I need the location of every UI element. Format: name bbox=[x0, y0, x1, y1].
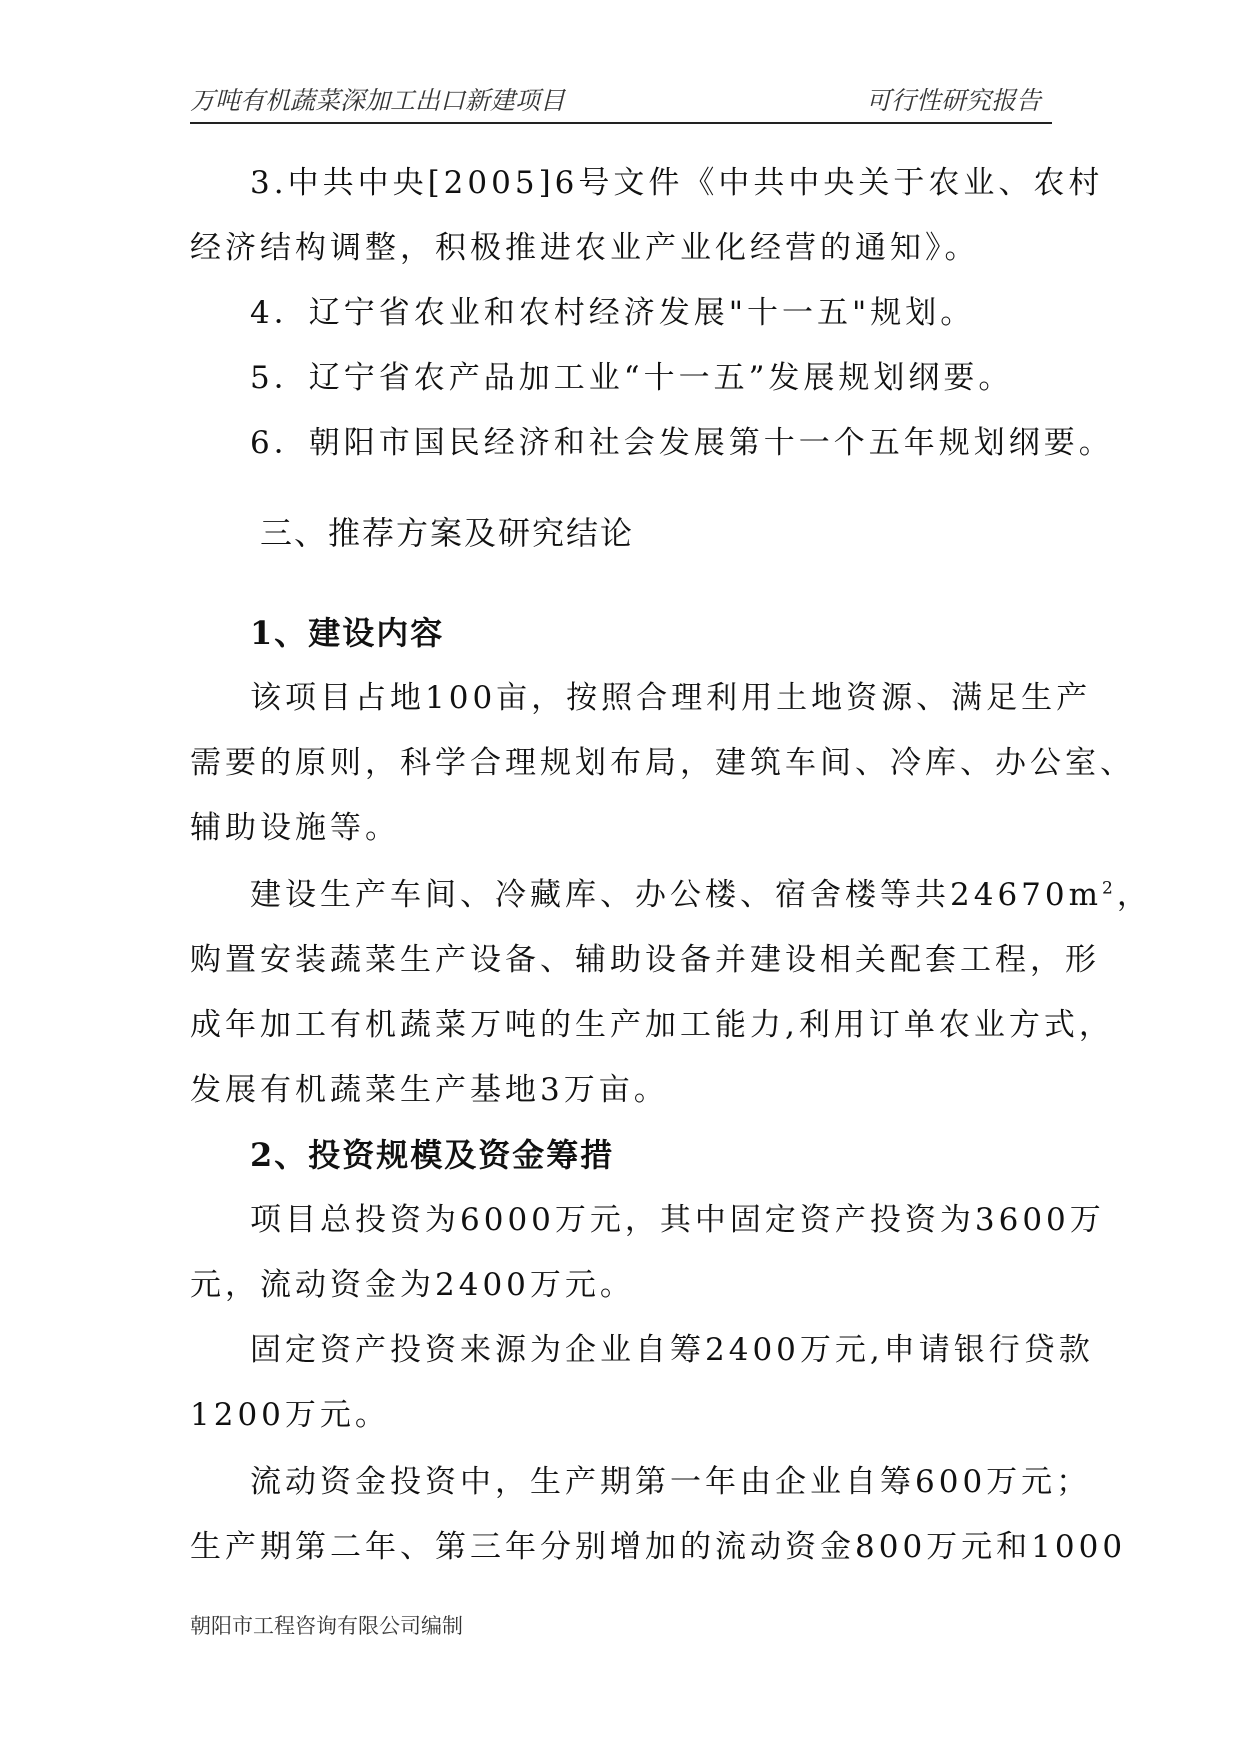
basis-item-6: 6．朝阳市国民经济和社会发展第十一个五年规划纲要。 bbox=[250, 425, 1114, 461]
construction-p2-line-3: 成年加工有机蔬菜万吨的生产加工能力,利用订单农业方式， bbox=[190, 1007, 1114, 1043]
construction-p2-line-4: 发展有机蔬菜生产基地3万亩。 bbox=[190, 1072, 669, 1108]
section-title-3: 三、推荐方案及研究结论 bbox=[260, 514, 635, 552]
basis-item-3-line-1: 3.中共中央[2005]6号文件《中共中央关于农业、农村 bbox=[250, 165, 1104, 201]
investment-p1-line-1: 项目总投资为6000万元，其中固定资产投资为3600万 bbox=[250, 1202, 1105, 1238]
investment-p3-line-1: 流动资金投资中，生产期第一年由企业自筹600万元； bbox=[250, 1464, 1092, 1500]
construction-p2-line-1-text: 建设生产车间、冷藏库、办公楼、宿舍楼等共24670m bbox=[250, 877, 1103, 913]
construction-p2-line-1-tail: ， bbox=[1116, 877, 1152, 913]
page-footer: 朝阳市工程咨询有限公司编制 bbox=[190, 1614, 463, 1638]
area-unit-superscript: 2 bbox=[1102, 878, 1117, 899]
investment-p1-line-2: 元，流动资金为2400万元。 bbox=[190, 1267, 635, 1303]
basis-item-3-line-2: 经济结构调整，积极推进农业产业化经营的通知》。 bbox=[190, 230, 980, 266]
investment-p2-line-1: 固定资产投资来源为企业自筹2400万元,申请银行贷款 bbox=[250, 1332, 1094, 1368]
construction-p1-line-3: 辅助设施等。 bbox=[190, 810, 400, 846]
basis-item-4: 4．辽宁省农业和农村经济发展"十一五"规划。 bbox=[250, 295, 976, 331]
header-rule bbox=[190, 122, 1052, 124]
construction-p2-line-1 bbox=[250, 872, 1152, 918]
investment-p2-line-2: 1200万元。 bbox=[190, 1397, 390, 1433]
construction-p2-line-2: 购置安装蔬菜生产设备、辅助设备并建设相关配套工程，形 bbox=[190, 942, 1100, 978]
investment-heading: 2、投资规模及资金筹措 bbox=[250, 1136, 615, 1174]
construction-p1-line-1: 该项目占地100亩，按照合理利用土地资源、满足生产 bbox=[250, 680, 1092, 716]
page-header-right: 可行性研究报告 bbox=[865, 86, 1041, 115]
investment-p3-line-2: 生产期第二年、第三年分别增加的流动资金800万元和1000 bbox=[190, 1529, 1127, 1565]
construction-p1-line-2: 需要的原则，科学合理规划布局，建筑车间、冷库、办公室、 bbox=[190, 745, 1135, 781]
basis-item-5: 5．辽宁省农产品加工业“十一五”发展规划纲要。 bbox=[250, 360, 1014, 396]
page-header-left: 万吨有机蔬菜深加工出口新建项目 bbox=[190, 86, 566, 115]
construction-heading: 1、建设内容 bbox=[250, 614, 445, 652]
